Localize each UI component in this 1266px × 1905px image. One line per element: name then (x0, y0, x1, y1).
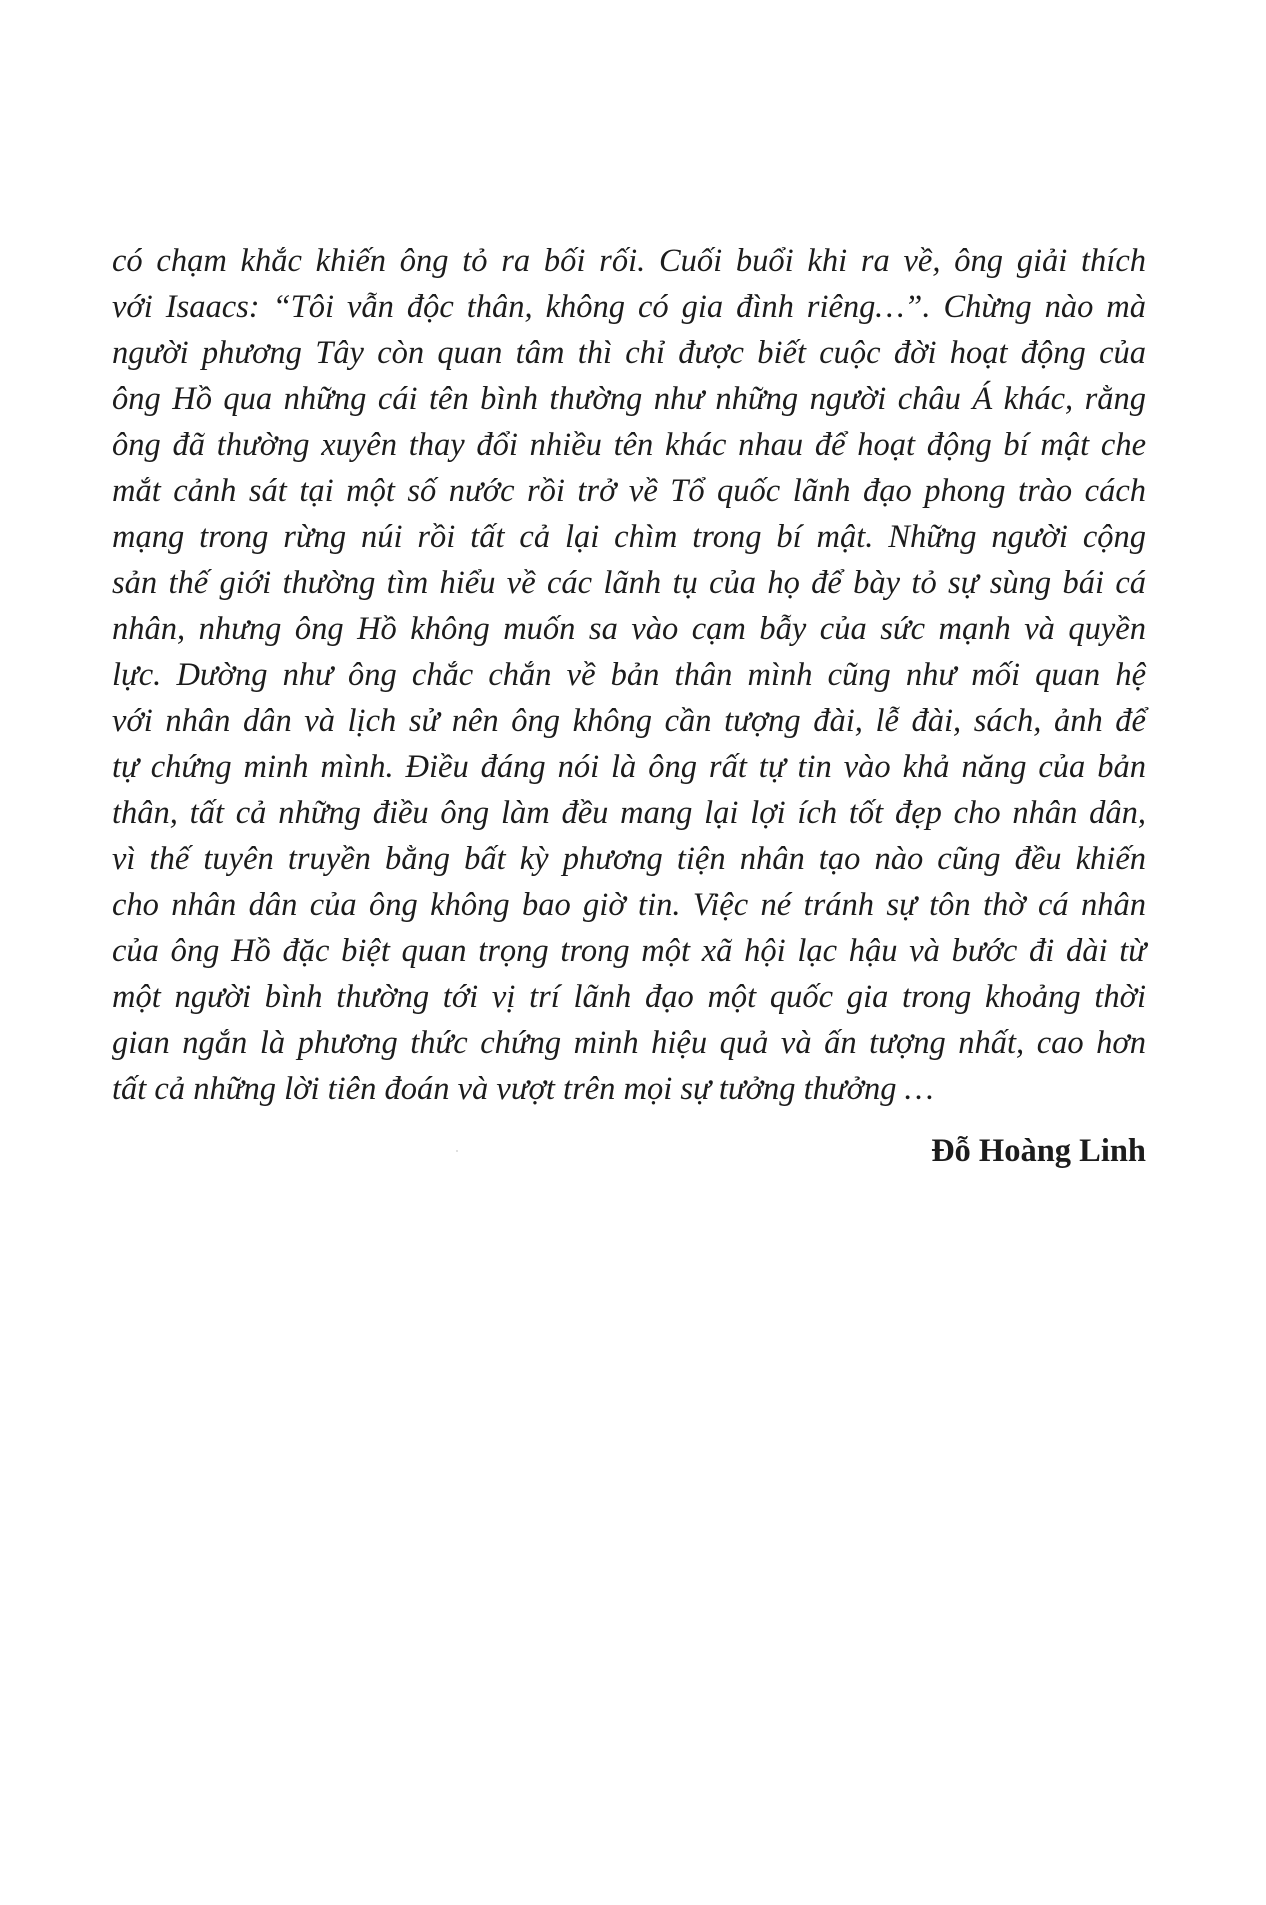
text-line: người phương Tây còn quan tâm thì chỉ được biết cuộc đời hoạt động của (112, 335, 1146, 371)
text-line: tự chứng minh mình. Điều đáng nói là ông rất tự tin vào khả năng của bản (112, 749, 1146, 785)
text-line: thân, tất cả những điều ông làm đều mang lại lợi ích tốt đẹp cho nhân dân, (112, 795, 1146, 831)
text-line: một người bình thường tới vị trí lãnh đạo một quốc gia trong khoảng thời (112, 979, 1146, 1015)
text-line: với Isaacs: “Tôi vẫn độc thân, không có gia đình riêng…”. Chừng nào mà (112, 289, 1146, 325)
text-line: cho nhân dân của ông không bao giờ tin. Việc né tránh sự tôn thờ cá nhân (112, 887, 1146, 923)
text-line: vì thế tuyên truyền bằng bất kỳ phương tiện nhân tạo nào cũng đều khiến (112, 841, 1146, 877)
text-line: mạng trong rừng núi rồi tất cả lại chìm trong bí mật. Những người cộng (112, 519, 1146, 555)
text-line: có chạm khắc khiến ông tỏ ra bối rối. Cuối buổi khi ra về, ông giải thích (112, 243, 1146, 279)
author-signature: Đỗ Hoàng Linh (931, 1133, 1146, 1169)
text-line: ông Hồ qua những cái tên bình thường như những người châu Á khác, rằng (112, 381, 1146, 417)
text-line-last: tất cả những lời tiên đoán và vượt trên mọi sự tưởng thưởng … (112, 1071, 934, 1107)
text-line: nhân, nhưng ông Hồ không muốn sa vào cạm bẫy của sức mạnh và quyền (112, 611, 1146, 647)
text-line: sản thế giới thường tìm hiểu về các lãnh tụ của họ để bày tỏ sự sùng bái cá (112, 565, 1146, 601)
text-line: ông đã thường xuyên thay đổi nhiều tên khác nhau để hoạt động bí mật che (112, 427, 1146, 463)
text-line: gian ngắn là phương thức chứng minh hiệu quả và ấn tượng nhất, cao hơn (112, 1025, 1146, 1061)
body-text (112, 238, 1146, 1112)
text-line: mắt cảnh sát tại một số nước rồi trở về Tổ quốc lãnh đạo phong trào cách (112, 473, 1146, 509)
text-line: lực. Dường như ông chắc chắn về bản thân mình cũng như mối quan hệ (112, 657, 1146, 693)
text-line: với nhân dân và lịch sử nên ông không cần tượng đài, lễ đài, sách, ảnh để (112, 703, 1146, 739)
text-line: của ông Hồ đặc biệt quan trọng trong một xã hội lạc hậu và bước đi dài từ (112, 933, 1146, 969)
scan-speck (456, 1150, 458, 1152)
